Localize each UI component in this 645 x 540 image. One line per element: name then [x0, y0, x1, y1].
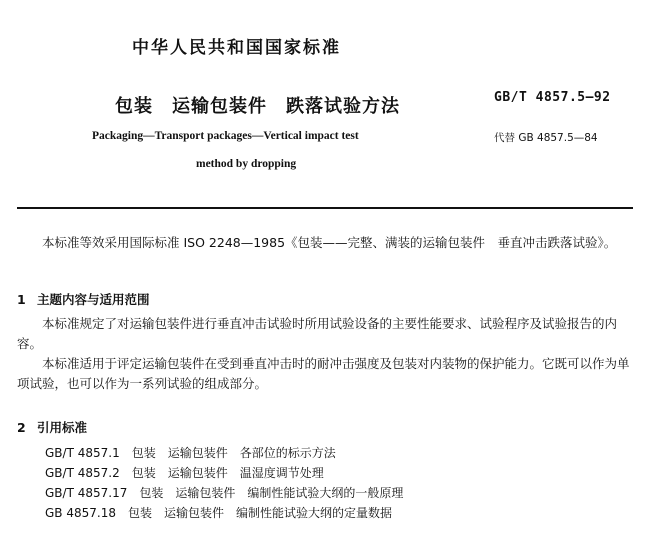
ref-title: 包装 运输包装件 编制性能试验大纲的一般原理 — [139, 486, 404, 500]
ref-code: GB 4857.18 — [45, 506, 116, 520]
document-title: 包装 运输包装件 跌落试验方法 — [115, 96, 400, 117]
english-title-line2: method by dropping — [196, 158, 297, 170]
ref-code: GB/T 4857.2 — [45, 466, 120, 480]
ref-code: GB/T 4857.17 — [45, 486, 128, 500]
ref-title: 包装 运输包装件 温湿度调节处理 — [131, 466, 324, 480]
section-1-title: 主题内容与适用范围 — [37, 292, 150, 307]
header-divider — [17, 207, 633, 209]
list-item — [45, 503, 403, 523]
ref-title: 包装 运输包装件 编制性能试验大纲的定量数据 — [127, 506, 392, 520]
english-title-line1: Packaging—Transport packages—Vertical impact test — [92, 130, 359, 142]
list-item — [45, 443, 403, 463]
list-item — [45, 463, 403, 483]
section-1-number: 1 — [17, 292, 26, 307]
replaces-standard: 代替 GB 4857.5—84 — [494, 132, 598, 144]
section-1-paragraph-1: 本标准规定了对运输包装件进行垂直冲击试验时所用试验设备的主要性能要求、试验程序及试验报告的内容。 — [17, 316, 618, 351]
list-item — [45, 483, 403, 503]
section-1-paragraph-2: 本标准适用于评定运输包装件在受到垂直冲击时的耐冲击强度及包装对内装物的保护能力。它既可以作为单项试验，也可以作为一系列试验的组成部分。 — [17, 356, 630, 391]
standard-number: GB/T 4857.5—92 — [494, 90, 611, 105]
section-2-number: 2 — [17, 420, 26, 435]
section-2-heading — [17, 418, 87, 436]
intro-paragraph: 本标准等效采用国际标准 ISO 2248—1985《包装——完整、满装的运输包装件 垂直冲击跌落试验》。 — [42, 235, 617, 250]
national-standard-heading: 中华人民共和国国家标准 — [132, 38, 341, 58]
ref-title: 包装 运输包装件 各部位的标示方法 — [131, 446, 336, 460]
section-2-title: 引用标准 — [37, 420, 88, 435]
referenced-standards-list — [45, 443, 403, 523]
ref-code: GB/T 4857.1 — [45, 446, 120, 460]
section-1-heading — [17, 290, 150, 308]
